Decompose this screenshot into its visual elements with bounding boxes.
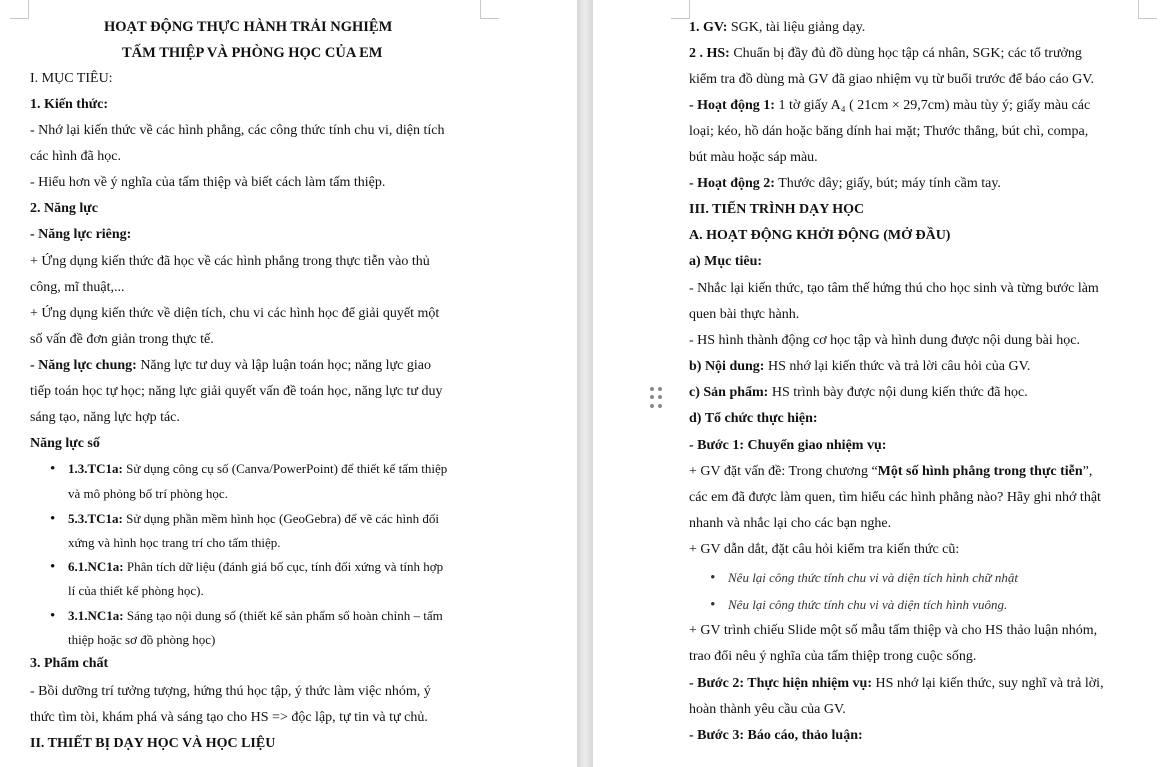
step-heading[interactable]: - Bước 1: Chuyển giao nhiệm vụ: [689, 438, 887, 453]
paragraph-line[interactable]: + GV đặt vấn đề: Trong chương “Một số hình phẳng trong thực tiễn”, [689, 464, 1093, 479]
paragraph-line[interactable]: + GV trình chiếu Slide một số mẫu tấm thiệp và cho HS thảo luận nhóm, [689, 623, 1098, 638]
paragraph-line[interactable]: + GV dẫn dắt, đặt câu hỏi kiểm tra kiến thức cũ: [689, 542, 960, 557]
block-drag-handle-icon[interactable] [650, 387, 662, 409]
paragraph-line[interactable]: + Ứng dụng kiến thức về diện tích, chu vi các hình học để giải quyết một [30, 306, 440, 321]
section-heading-objectives[interactable]: I. MỤC TIÊU: [30, 71, 113, 86]
paragraph-line[interactable]: các hình đã học. [30, 149, 121, 164]
paragraph-line[interactable]: - Năng lực chung: Năng lực tư duy và lập luận toán học; năng lực giao [30, 358, 431, 373]
doc-title-line1[interactable]: HOẠT ĐỘNG THỰC HÀNH TRẢI NGHIỆM [104, 19, 393, 35]
page-gutter [577, 0, 593, 767]
paragraph-line[interactable]: - Hoạt động 1: 1 tờ giấy A₄ ( 21cm × 29,7cm) màu tùy ý; giấy màu các [689, 98, 1091, 113]
subheading-specific-competence[interactable]: - Năng lực riêng: [30, 227, 132, 242]
paragraph-line[interactable]: - Hiểu hơn về ý nghĩa của tấm thiệp và biết cách làm tấm thiệp. [30, 175, 386, 190]
bullet-item-continuation[interactable]: xứng và hình học trang trí cho tấm thiệp. [68, 535, 281, 550]
document-page-right [593, 0, 1172, 767]
paragraph-line[interactable]: số vấn đề đơn giản trong thực tế. [30, 332, 214, 347]
paragraph-line[interactable]: - HS hình thành động cơ học tập và hình dung được nội dung bài học. [689, 333, 1081, 348]
bullet-item[interactable]: • 1.3.TC1a: Sử dụng công cụ số (Canva/PowerPoint) để thiết kế tấm thiệp [68, 460, 447, 478]
page-corner-mark [671, 0, 690, 19]
paragraph-line[interactable]: c) Sản phẩm: HS trình bày được nội dung kiến thức đã học. [689, 385, 1028, 400]
subheading-goal[interactable]: a) Mục tiêu: [689, 254, 763, 269]
paragraph-line[interactable]: bút màu hoặc sáp màu. [689, 150, 818, 165]
bullet-item-continuation[interactable]: lí của thiết kế phòng học). [68, 583, 204, 598]
paragraph-line[interactable]: - Bồi dưỡng trí tưởng tượng, hứng thú học tập, ý thức làm việc nhóm, ý [30, 684, 431, 699]
paragraph-line[interactable]: - Bước 2: Thực hiện nhiệm vụ: HS nhớ lại kiến thức, suy nghĩ và trả lời, [689, 676, 1104, 691]
paragraph-line[interactable]: trao đổi nêu ý nghĩa của tấm thiệp trong cuộc sống. [689, 649, 977, 664]
subheading-competence[interactable]: 2. Năng lực [30, 201, 98, 216]
section-heading-warmup[interactable]: A. HOẠT ĐỘNG KHỞI ĐỘNG (MỞ ĐẦU) [689, 228, 951, 243]
bullet-item[interactable]: • 5.3.TC1a: Sử dụng phần mềm hình học (GeoGebra) để vẽ các hình đối [68, 510, 439, 528]
paragraph-line[interactable]: hoàn thành yêu cầu của GV. [689, 702, 846, 717]
page-corner-mark [480, 0, 499, 19]
subheading-organization[interactable]: d) Tổ chức thực hiện: [689, 411, 818, 426]
paragraph-line[interactable]: 2 . HS: Chuẩn bị đầy đủ đồ dùng học tập cá nhân, SGK; các tổ trưởng [689, 46, 1082, 61]
subheading-knowledge[interactable]: 1. Kiến thức: [30, 97, 109, 112]
paragraph-line[interactable]: - Nhắc lại kiến thức, tạo tâm thế hứng thú cho học sinh và từng bước làm [689, 281, 1099, 296]
bullet-item-continuation[interactable]: và mô phỏng bố trí phòng học. [68, 486, 228, 501]
paragraph-line[interactable]: kiểm tra đồ dùng mà GV đã giao nhiệm vụ từ buổi trước để báo cáo GV. [689, 72, 1095, 87]
paragraph-line[interactable]: b) Nội dung: HS nhớ lại kiến thức và trả lời câu hỏi của GV. [689, 359, 1031, 374]
paragraph-line[interactable]: tiếp toán học tự học; năng lực giải quyết vấn đề toán học, năng lực tư duy [30, 384, 443, 399]
section-heading-process[interactable]: III. TIẾN TRÌNH DẠY HỌC [689, 202, 865, 217]
paragraph-line[interactable]: quen bài thực hành. [689, 307, 800, 322]
paragraph-line[interactable]: thức tìm tòi, khám phá và sáng tạo cho HS => độc lập, tự tin và tự chủ. [30, 710, 428, 725]
paragraph-line[interactable]: sáng tạo, năng lực hợp tác. [30, 410, 180, 425]
paragraph-line[interactable]: các em đã được làm quen, tìm hiểu các hình phẳng nào? Hãy ghi nhớ thật [689, 490, 1101, 505]
bullet-item[interactable]: • 6.1.NC1a: Phân tích dữ liệu (đánh giá bố cục, tính đối xứng và tính hợp [68, 558, 443, 576]
bullet-item[interactable]: • 3.1.NC1a: Sáng tạo nội dung số (thiết kế sản phẩm số hoàn chỉnh – tấm [68, 607, 443, 625]
paragraph-line[interactable]: - Hoạt động 2: Thước dây; giấy, bút; máy tính cầm tay. [689, 176, 1001, 191]
paragraph-line[interactable]: nhanh và nhắc lại cho các bạn nghe. [689, 516, 892, 531]
page-corner-mark [1138, 0, 1157, 19]
section-heading-equipment[interactable]: II. THIẾT BỊ DẠY HỌC VÀ HỌC LIỆU [30, 736, 276, 751]
bullet-item[interactable]: • Nêu lại công thức tính chu vi và diện tích hình chữ nhật [728, 569, 1018, 587]
page-corner-mark [10, 0, 29, 19]
paragraph-line[interactable]: - Nhớ lại kiến thức về các hình phẳng, các công thức tính chu vi, diện tích [30, 123, 445, 138]
paragraph-line[interactable]: công, mĩ thuật,... [30, 280, 125, 295]
paragraph-line[interactable]: loại; kéo, hồ dán hoặc băng dính hai mặt; Thước thẳng, bút chì, compa, [689, 124, 1089, 139]
doc-title-line2[interactable]: TẤM THIỆP VÀ PHÒNG HỌC CỦA EM [122, 45, 383, 61]
document-page-left [0, 0, 577, 767]
step-heading[interactable]: - Bước 3: Báo cáo, thảo luận: [689, 728, 863, 743]
paragraph-line[interactable]: 1. GV: SGK, tài liệu giảng dạy. [689, 20, 866, 35]
bullet-item[interactable]: • Nêu lại công thức tính chu vi và diện tích hình vuông. [728, 596, 1007, 614]
subheading-qualities[interactable]: 3. Phẩm chất [30, 656, 109, 671]
bullet-item-continuation[interactable]: thiệp hoặc sơ đồ phòng học) [68, 632, 216, 647]
subheading-digital-competence[interactable]: Năng lực số [30, 436, 100, 451]
paragraph-line[interactable]: + Ứng dụng kiến thức đã học về các hình phẳng trong thực tiễn vào thủ [30, 254, 430, 269]
